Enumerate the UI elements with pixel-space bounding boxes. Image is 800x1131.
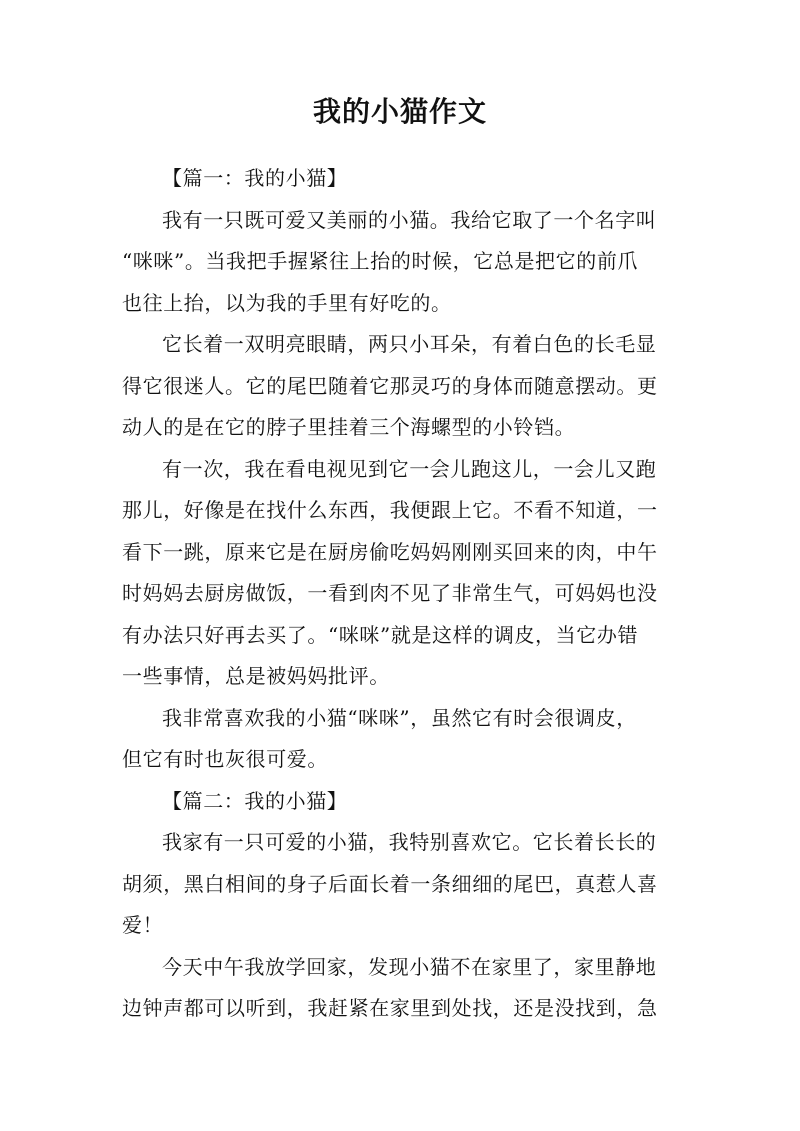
text-line: 有一次，我在看电视见到它一会儿跑这儿，一会儿又跑 [162,456,657,481]
text-line: 胡须，黑白相间的身子后面长着一条细细的尾巴，真惹人喜 [122,871,658,896]
text-line: 那儿，好像是在找什么东西，我便跟上它。不看不知道，一 [122,498,658,522]
text-line: 今天中午我放学回家，发现小猫不在家里了，家里静地 [162,954,657,979]
section-heading: 【篇一：我的小猫】 [162,166,348,190]
text-line: 有办法只好再去买了。“咪咪”就是这样的调皮，当它办错 [122,622,639,647]
text-line: 我有一只既可爱又美丽的小猫。我给它取了一个名字叫 [162,207,657,232]
section-heading: 【篇二：我的小猫】 [162,788,348,813]
text-line: 也往上抬，以为我的手里有好吃的。 [122,290,452,315]
document-title: 我的小猫作文 [312,95,487,128]
text-line: 得它很迷人。它的尾巴随着它那灵巧的身体而随意摆动。更 [122,373,658,398]
text-line: 一些事情，总是被妈妈批评。 [122,664,390,688]
text-line: “咪咪”。当我把手握紧往上抬的时候，它总是把它的前爪 [122,249,639,273]
text-line: 它长着一双明亮眼睛，两只小耳朵，有着白色的长毛显 [162,332,657,356]
text-line: 看下一跳，原来它是在厨房偷吃妈妈刚刚买回来的肉，中午 [122,539,658,564]
text-line: 时妈妈去厨房做饭，一看到肉不见了非常生气，可妈妈也没 [122,581,658,605]
text-line: 我非常喜欢我的小猫“咪咪”，虽然它有时会很调皮， [162,705,637,730]
text-line: 爱！ [122,913,164,937]
document-body [122,158,682,1030]
text-line: 动人的是在它的脖子里挂着三个海螺型的小铃铛。 [122,415,576,439]
text-line: 但它有时也灰很可爱。 [122,747,328,771]
text-line: 边钟声都可以听到，我赶紧在家里到处找，还是没找到，急 [122,996,658,1020]
text-line: 我家有一只可爱的小猫，我特别喜欢它。它长着长长的 [162,830,657,854]
